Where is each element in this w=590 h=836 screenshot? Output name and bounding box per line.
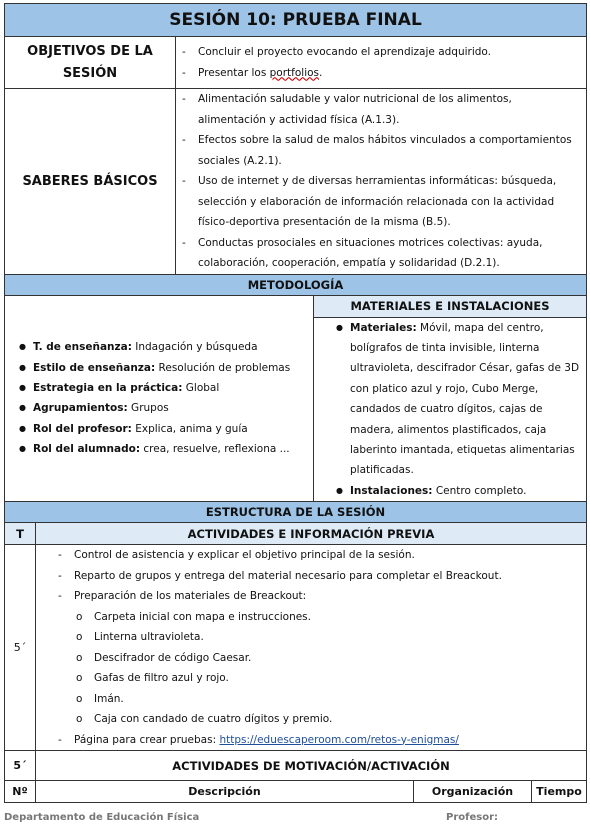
saber-item: - Uso de internet y de diversas herramientas informáticas: búsqueda, selección y elaboración de información relacionada con la actividad físico-deportiva presentación de la misma (B.5). [176, 171, 580, 233]
previa-header: ACTIVIDADES E INFORMACIÓN PREVIA [36, 523, 587, 545]
objective-item: - Concluir el proyecto evocando el aprendizaje adquirido. [176, 42, 586, 63]
column-description: Descripción [36, 781, 414, 803]
footer-department: Departamento de Educación Física [4, 812, 200, 823]
material-sublist [36, 607, 586, 730]
material-subitem: o Linterna ultravioleta. [52, 627, 586, 648]
motivacion-time: 5´ [5, 751, 36, 781]
column-organization: Organización [414, 781, 532, 803]
time-column-header: T [5, 523, 36, 545]
metodologia-item: ● Agrupamientos: Grupos [15, 398, 313, 418]
saber-item: - Alimentación saludable y valor nutricional de los alimentos, alimentación y actividad física (A.1.3). [176, 89, 580, 130]
link-item: - Página para crear pruebas: https://eduescaperoom.com/retos-y-enigmas/ [52, 730, 586, 751]
estructura-header: ESTRUCTURA DE LA SESIÓN [5, 502, 587, 523]
motivacion-header: ACTIVIDADES DE MOTIVACIÓN/ACTIVACIÓN [36, 751, 587, 781]
objective-item: - Presentar los portfolios. [176, 63, 586, 84]
saberes-cell [176, 89, 587, 275]
previa-item: - Preparación de los materiales de Breackout: [52, 586, 586, 607]
metodologia-item: ● Rol del profesor: Explica, anima y guía [15, 419, 313, 439]
metodologia-list [5, 337, 313, 459]
previa-item: - Control de asistencia y explicar el objetivo principal de la sesión. [52, 545, 586, 566]
metodologia-item: ● Estilo de enseñanza: Resolución de problemas [15, 358, 313, 378]
session-sheet [4, 3, 586, 803]
materiales-list [314, 318, 586, 502]
link-list [36, 730, 586, 751]
activity-columns-table [4, 780, 587, 803]
objectives-list [176, 42, 586, 83]
saberes-list [176, 89, 586, 274]
material-subitem: o Gafas de filtro azul y rojo. [52, 668, 586, 689]
metodologia-cell [5, 295, 314, 502]
previa-time: 5´ [5, 545, 36, 751]
instalaciones-item: ● Instalaciones: Centro completo. [332, 481, 582, 501]
saberes-label: SABERES BÁSICOS [5, 89, 176, 275]
footer-teacher: Profesor: [446, 812, 499, 823]
saber-item: - Efectos sobre la salud de malos hábitos vinculados a comportamientos sociales (A.2.1). [176, 130, 580, 171]
saber-item: - Conductas prosociales en situaciones motrices colectivas: ayuda, colaboración, cooperación, empatía y solidaridad (D.2.1). [176, 233, 580, 274]
session-table [4, 3, 587, 781]
materiales-cell [314, 317, 587, 502]
previa-cell [36, 545, 587, 751]
material-subitem: o Descifrador de código Caesar. [52, 648, 586, 669]
material-subitem: o Caja con candado de cuatro dígitos y premio. [52, 709, 586, 730]
materiales-item: ● Materiales: Móvil, mapa del centro, bolígrafos de tinta invisible, linterna ultravioleta, descifrador César, gafas de 3D con platico azul y rojo, Cubo Merge, candados de cuatro dígitos, cajas de madera, alimentos plastificados, caja laberinto imantada, etiquetas alimentarias platificadas. [332, 318, 582, 481]
previa-list [36, 545, 586, 607]
column-time: Tiempo [532, 781, 587, 803]
metodologia-header: METODOLOGÍA [5, 274, 587, 295]
materiales-header: MATERIALES E INSTALACIONES [314, 295, 587, 317]
objectives-label: OBJETIVOS DE LA SESIÓN [5, 37, 176, 89]
session-title: SESIÓN 10: PRUEBA FINAL [5, 4, 587, 37]
metodologia-item: ● Rol del alumnado: crea, resuelve, reflexiona ... [15, 439, 313, 459]
metodologia-item: ● T. de enseñanza: Indagación y búsqueda [15, 337, 313, 357]
material-subitem: o Carpeta inicial con mapa e instrucciones. [52, 607, 586, 628]
previa-item: - Reparto de grupos y entrega del material necesario para completar el Breackout. [52, 566, 586, 587]
escape-room-link[interactable]: https://eduescaperoom.com/retos-y-enigmas/ [219, 733, 459, 746]
material-subitem: o Imán. [52, 689, 586, 710]
column-number: Nº [5, 781, 36, 803]
metodologia-item: ● Estrategia en la práctica: Global [15, 378, 313, 398]
objectives-cell [176, 37, 587, 89]
